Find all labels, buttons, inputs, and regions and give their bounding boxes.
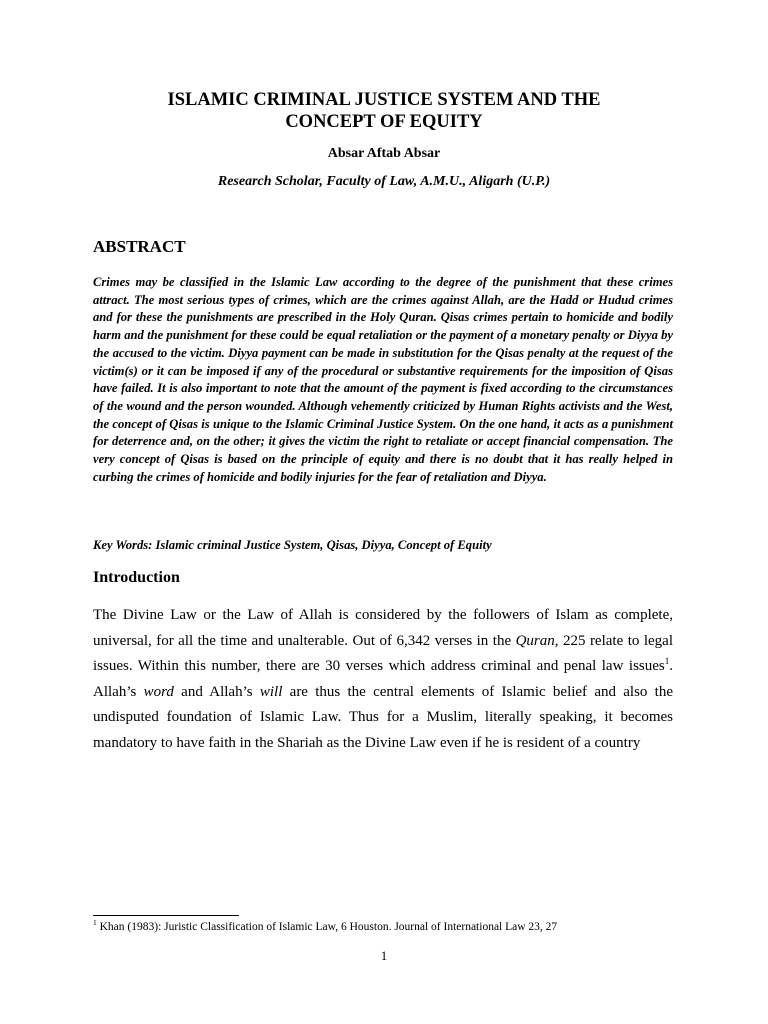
intro-text-segment: are thus the central elements of Islamic belief and also the undisputed foundation of Islamic Law. Thus for a Muslim, literally speaking, it becomes mandatory to have faith in the Shariah as the Divine Law even if he is resident of a country — [93, 683, 673, 751]
abstract-heading: ABSTRACT — [93, 237, 186, 256]
footnote-text: Khan (1983): Juristic Classification of Islamic Law, 6 Houston. Journal of International Law 23, 27 — [96, 921, 558, 933]
intro-italic-will: will — [259, 683, 283, 700]
introduction-paragraph — [93, 603, 673, 757]
intro-text-segment: . Allah’s — [93, 658, 673, 700]
paper-title — [92, 89, 676, 133]
footnote-marker: 1 — [93, 918, 97, 928]
title-line-1: ISLAMIC CRIMINAL JUSTICE SYSTEM AND THE — [167, 90, 601, 110]
intro-text-segment: The Divine Law or the Law of Allah is considered by the followers of Islam as complete, universal, for all the time and unalterable. Out of 6,342 verses in the — [93, 607, 673, 649]
footnote-separator — [93, 915, 239, 916]
abstract-body: Crimes may be classified in the Islamic Law according to the degree of the punishment that these crimes attract. The most serious types of crimes, which are the crimes against Allah, are the Hadd or Hudud crimes and for these the punishments are prescribed in the Holy Quran. Qisas crimes pertain to homicide and bodily harm and the punishment for these could be equal retaliation or the payment of a monetary penalty or Diyya by the accused to the victim. Diyya payment can be made in substitution for the Qisas penalty at the request of the victim(s) or it can be imposed if any of the procedural or substantive requirements for the imposition of Qisas have failed. It is also important to note that the amount of the payment is fixed according to the circumstances of the wound and the person wounded. Although vehemently criticized by Human Rights activists and the West, the concept of Qisas is unique to the Islamic Criminal Justice System. On the one hand, it acts as a punishment for deterrence and, on the other; it gives the victim the right to retaliate or accept financial compensation. The very concept of Qisas is based on the principle of equity and there is no doubt that it has really helped in curbing the crimes of homicide and bodily injuries for the fear of retaliation and Diyya. — [93, 275, 673, 484]
footnote — [93, 920, 673, 935]
intro-text-segment: and Allah’s — [173, 683, 260, 700]
footnote-reference[interactable]: 1 — [664, 656, 670, 667]
page-number: 1 — [380, 949, 388, 963]
intro-text-segment: , 225 relate to legal issues. Within this number, there are 30 verses which address criminal and penal law issues — [93, 632, 673, 675]
author-affiliation: Research Scholar, Faculty of Law, A.M.U., Aligarh (U.P.) — [217, 174, 551, 189]
title-line-2: CONCEPT OF EQUITY — [285, 112, 483, 132]
keywords: Key Words: Islamic criminal Justice System, Qisas, Diyya, Concept of Equity — [93, 538, 492, 552]
intro-italic-word: word — [143, 683, 174, 700]
author-name: Absar Aftab Absar — [327, 146, 441, 161]
intro-italic-quran: Quran — [515, 632, 555, 649]
introduction-heading: Introduction — [93, 569, 180, 586]
